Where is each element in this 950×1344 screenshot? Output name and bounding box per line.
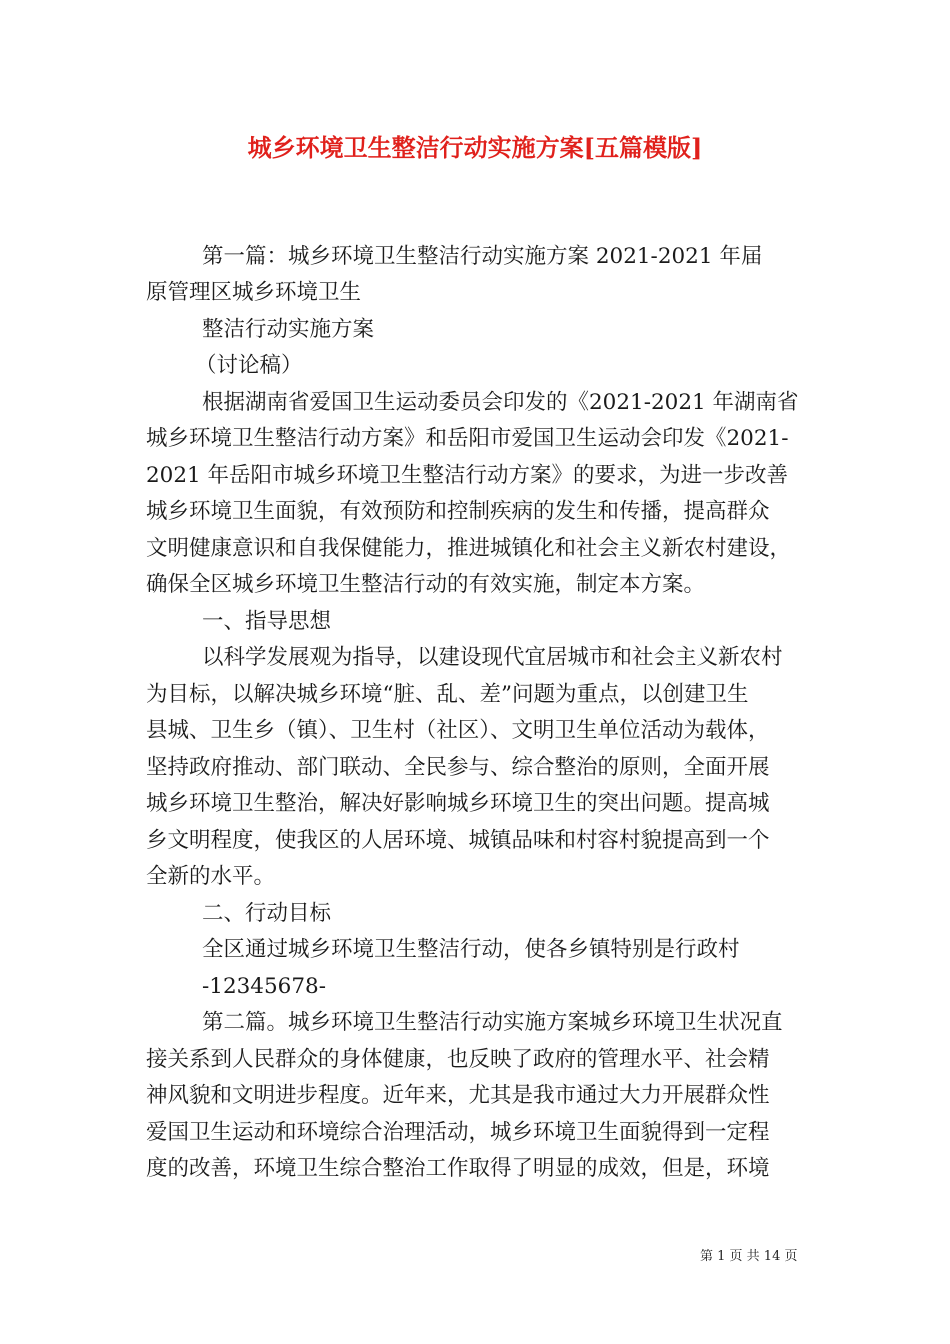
body-line: 文明健康意识和自我保健能力，推进城镇化和社会主义新农村建设，	[146, 536, 792, 561]
body-line: （讨论稿）	[195, 353, 303, 378]
body-line: 整洁行动实施方案	[202, 317, 375, 342]
body-line: 神风貌和文明进步程度。近年来，尤其是我市通过大力开展群众性	[146, 1083, 770, 1108]
page-break-marker: -12345678-	[202, 974, 326, 999]
body-line: 接关系到人民群众的身体健康，也反映了政府的管理水平、社会精	[146, 1047, 770, 1072]
body-line: 城乡环境卫生面貌，有效预防和控制疾病的发生和传播，提高群众	[146, 499, 770, 524]
section-heading: 二、行动目标	[202, 901, 332, 926]
body-line: 第一篇：城乡环境卫生整洁行动实施方案 2021-2021 年届	[202, 244, 763, 269]
body-line: 根据湖南省爱国卫生运动委员会印发的《2021-2021 年湖南省	[202, 390, 799, 415]
section-heading: 一、指导思想	[202, 609, 332, 634]
body-line: 原管理区城乡环境卫生	[146, 280, 362, 305]
body-line: 确保全区城乡环境卫生整洁行动的有效实施，制定本方案。	[146, 572, 706, 597]
body-line: 以科学发展观为指导，以建设现代宜居城市和社会主义新农村	[202, 645, 783, 670]
body-line: 乡文明程度，使我区的人居环境、城镇品味和村容村貌提高到一个	[146, 828, 770, 853]
body-line: 城乡环境卫生整洁行动方案》和岳阳市爱国卫生运动会印发《2021-	[146, 426, 789, 451]
body-line: 度的改善，环境卫生综合整治工作取得了明显的成效，但是，环境	[146, 1156, 770, 1181]
body-line: 全新的水平。	[146, 864, 276, 889]
body-line: 爱国卫生运动和环境综合治理活动，城乡环境卫生面貌得到一定程	[146, 1120, 770, 1145]
body-line: 坚持政府推动、部门联动、全民参与、综合整治的原则，全面开展	[146, 755, 770, 780]
body-line: 2021 年岳阳市城乡环境卫生整洁行动方案》的要求，为进一步改善	[146, 463, 789, 488]
document-title: 城乡环境卫生整洁行动实施方案[五篇模版]	[247, 133, 703, 162]
body-line: 为目标，以解决城乡环境“脏、乱、差”问题为重点，以创建卫生	[146, 682, 749, 707]
body-line: 城乡环境卫生整治，解决好影响城乡环境卫生的突出问题。提高城	[146, 791, 770, 816]
body-line: 县城、卫生乡（镇）、卫生村（社区）、文明卫生单位活动为载体，	[146, 718, 770, 743]
page-number: 第 1 页 共 14 页	[700, 1249, 798, 1264]
body-line: 全区通过城乡环境卫生整洁行动，使各乡镇特别是行政村	[202, 937, 740, 962]
body-line: 第二篇。城乡环境卫生整洁行动实施方案城乡环境卫生状况直	[202, 1010, 783, 1035]
